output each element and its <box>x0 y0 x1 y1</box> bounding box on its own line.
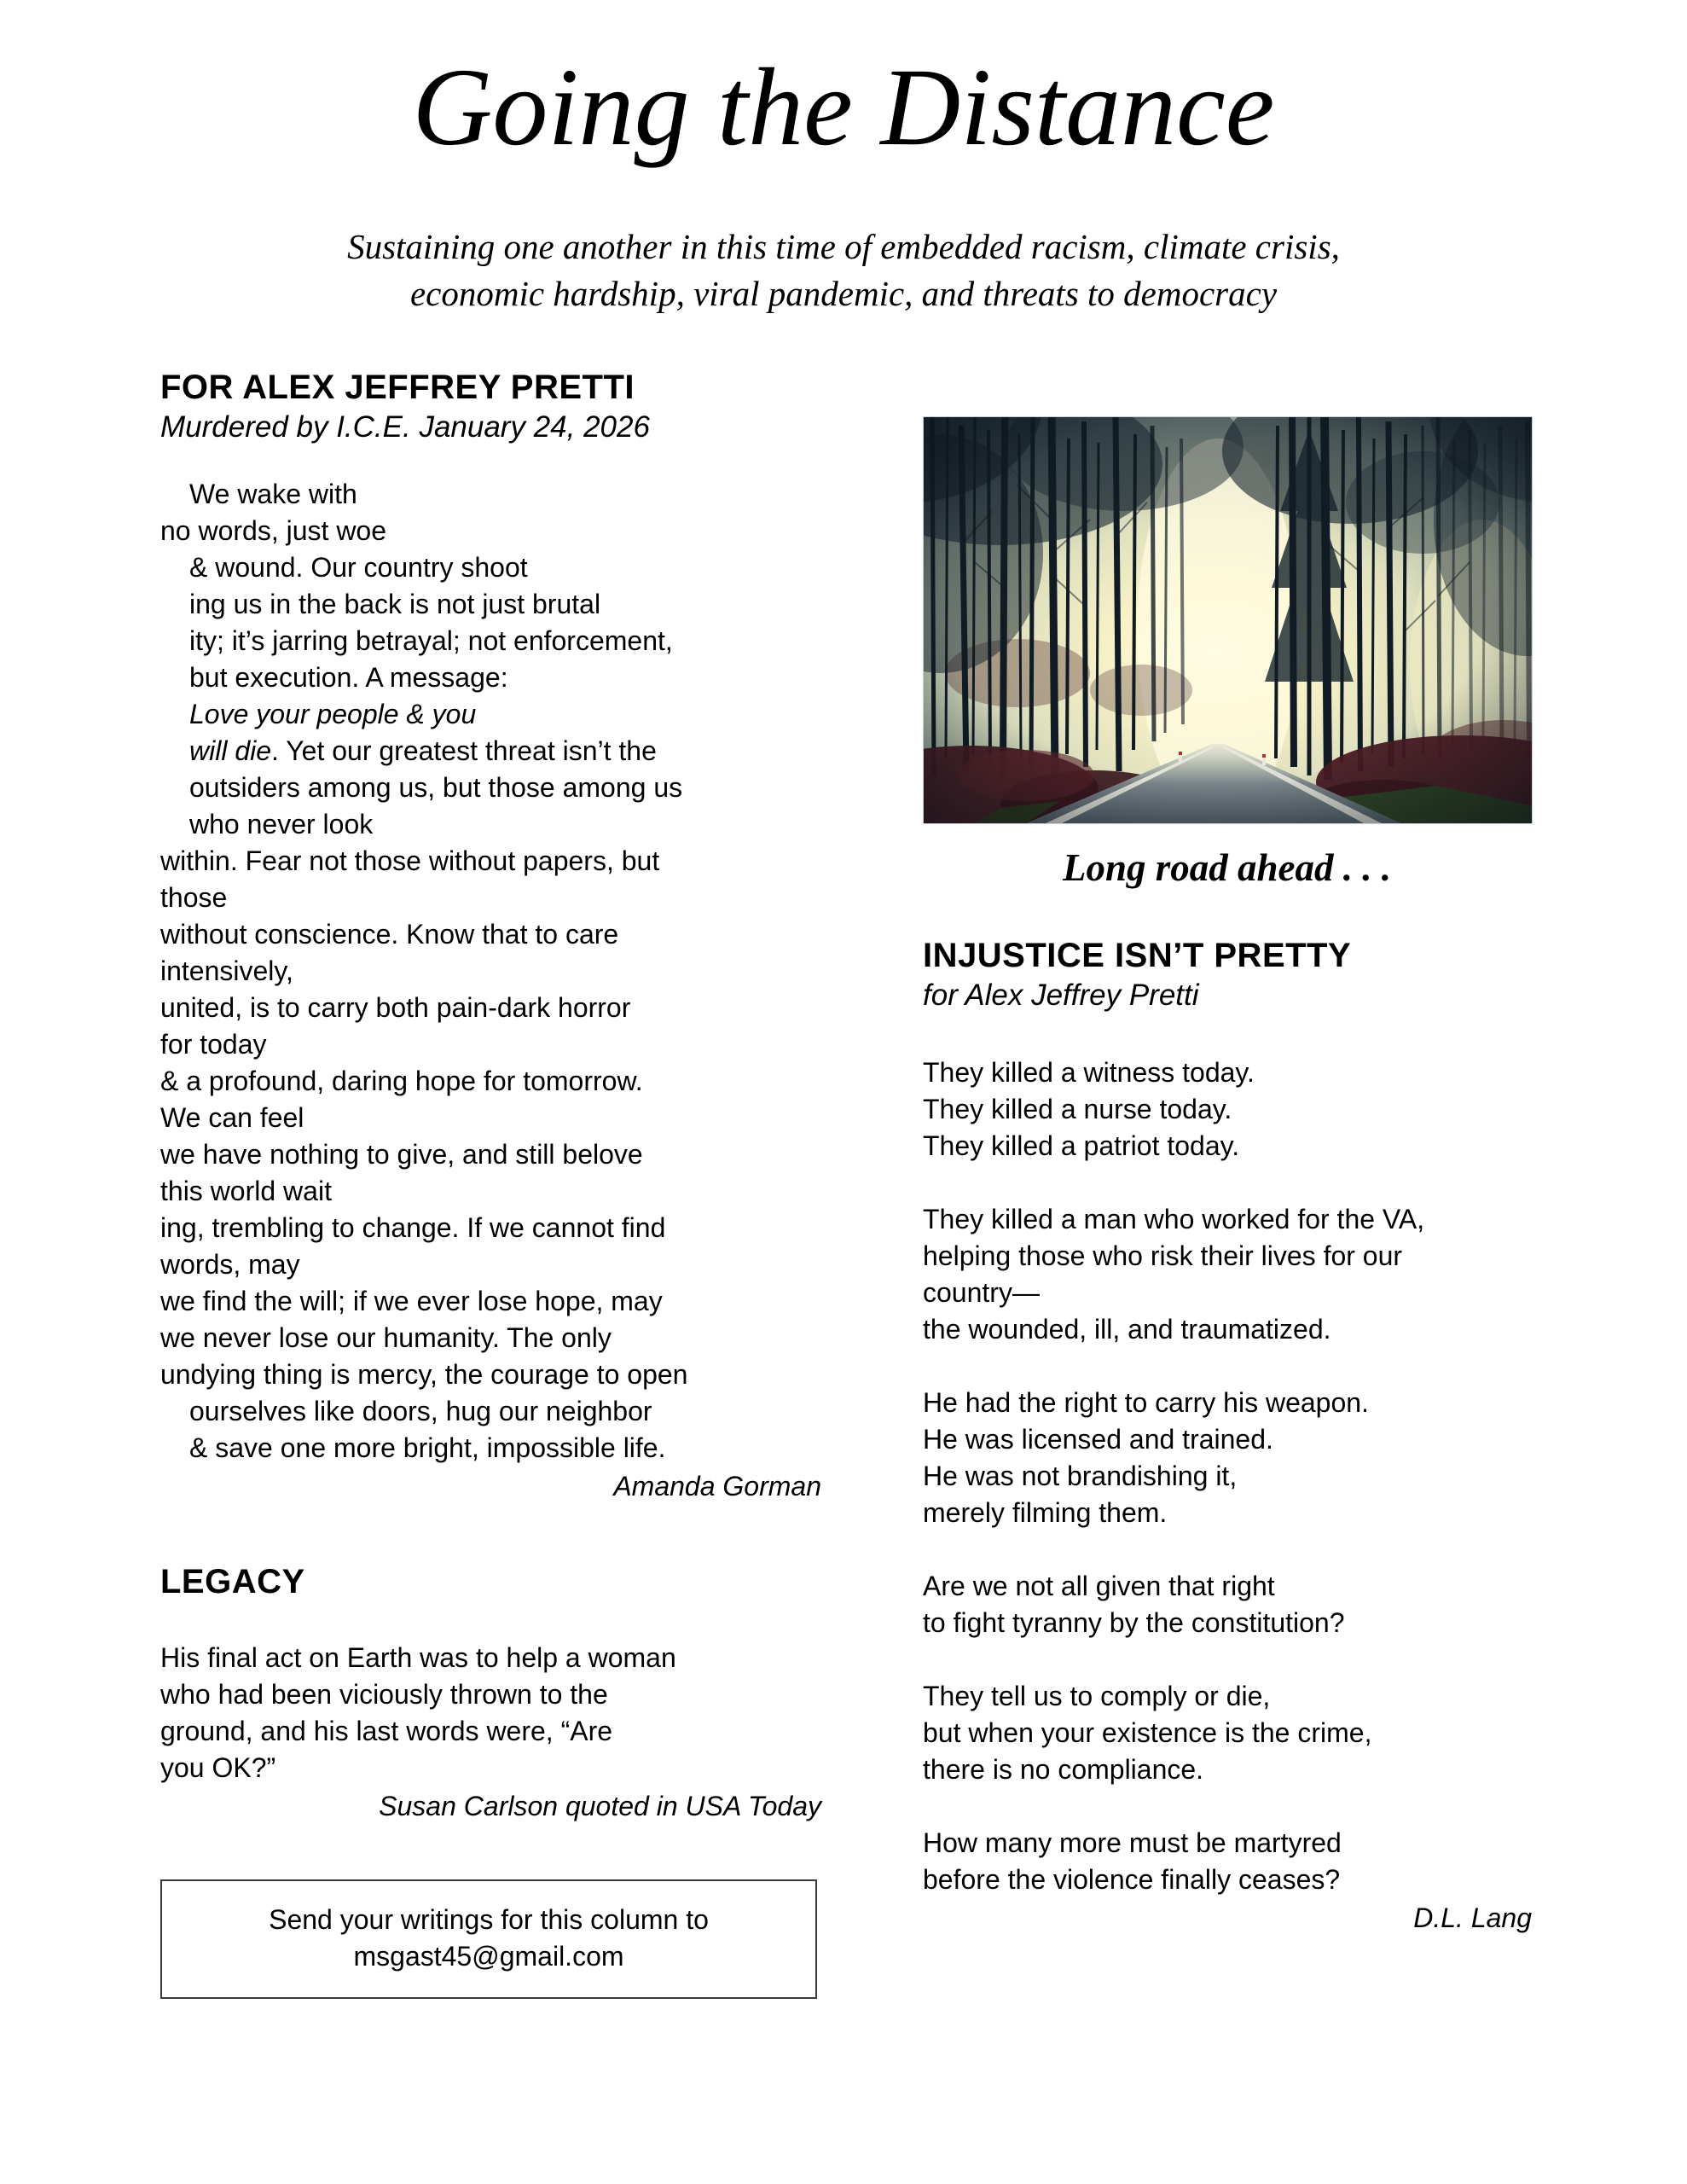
poem-line: ourselves like doors, hug our neighbor <box>189 1396 652 1426</box>
poem-line: They killed a man who worked for the VA, <box>923 1204 1425 1234</box>
poem2-stanza <box>923 1568 1554 1641</box>
poem-line: we find the will; if we ever lose hope, may <box>160 1286 663 1316</box>
poem-line-roman-part: . Yet our greatest threat isn’t the <box>271 735 657 766</box>
poem-line-italic-part: will die <box>189 735 272 766</box>
legacy-attribution: Susan Carlson quoted in USA Today <box>379 1791 821 1821</box>
poem-line: Are we not all given that right <box>923 1571 1275 1601</box>
poem-line: He was licensed and trained. <box>923 1424 1273 1455</box>
poem-line: without conscience. Know that to care <box>160 919 619 950</box>
poem-line: this world wait <box>160 1176 332 1206</box>
poem-line: undying thing is mercy, the courage to open <box>160 1359 688 1390</box>
poem1-body <box>160 476 821 1467</box>
submission-box <box>160 1879 817 1999</box>
poem-line: but when your existence is the crime, <box>923 1717 1372 1748</box>
poem-line: They killed a witness today. <box>923 1057 1255 1088</box>
poem-line: ing us in the back is not just brutal <box>189 589 601 619</box>
poem-line: those <box>160 882 228 913</box>
poem-line: who never look <box>189 809 374 839</box>
photo-block <box>923 416 1531 889</box>
poem-line: We can feel <box>160 1102 304 1133</box>
poem2-heading: INJUSTICE ISN’T PRETTY <box>923 937 1352 974</box>
photo-caption: Long road ahead . . . <box>1062 846 1392 889</box>
poem2-stanza <box>923 1385 1554 1531</box>
poem-line: for today <box>160 1029 267 1060</box>
poem-line: He was not brandishing it, <box>923 1461 1238 1491</box>
legacy-heading: LEGACY <box>160 1563 305 1600</box>
left-column <box>160 367 821 1999</box>
poem-line: We wake with <box>189 479 357 509</box>
page-subtitle <box>0 224 1687 317</box>
poem-line: but execution. A message: <box>189 662 508 693</box>
subtitle-line-1: Sustaining one another in this time of embedded racism, climate crisis, <box>347 227 1340 266</box>
legacy-body <box>160 1640 821 1786</box>
poem-line: to fight tyranny by the constitution? <box>923 1607 1345 1638</box>
poem-line: & wound. Our country shoot <box>189 552 528 583</box>
poem-line: & a profound, daring hope for tomorrow. <box>160 1066 643 1096</box>
poem-line: united, is to carry both pain-dark horror <box>160 992 631 1023</box>
poem-line: outsiders among us, but those among us <box>189 772 683 803</box>
poem2-dedication: for Alex Jeffrey Pretti <box>923 979 1199 1012</box>
poem1-dedication: Murdered by I.C.E. January 24, 2026 <box>160 410 650 444</box>
foggy-road-photo <box>923 416 1533 824</box>
poem2-attribution: D.L. Lang <box>1413 1902 1532 1933</box>
poem-line: before the violence finally ceases? <box>923 1864 1341 1895</box>
poem-line: intensively, <box>160 956 293 986</box>
poem-line: How many more must be martyred <box>923 1827 1342 1858</box>
poem-line: there is no compliance. <box>923 1754 1204 1785</box>
poem2-stanza <box>923 1054 1554 1165</box>
poem-line: within. Fear not those without papers, but <box>160 845 660 876</box>
poem-line: we have nothing to give, and still belove <box>160 1139 643 1170</box>
legacy-line: you OK?” <box>160 1752 276 1783</box>
poem-line: no words, just woe <box>160 515 387 546</box>
subtitle-line-2: economic hardship, viral pandemic, and threats to democracy <box>409 274 1278 313</box>
poem-line: helping those who risk their lives for our <box>923 1240 1403 1271</box>
poem-line: They killed a nurse today. <box>923 1094 1232 1124</box>
poem-line: we never lose our humanity. The only <box>160 1322 612 1353</box>
poem-line: They tell us to comply or die, <box>923 1681 1271 1711</box>
poem-line: ity; it’s jarring betrayal; not enforcement, <box>189 625 673 656</box>
submission-email: msgast45@gmail.com <box>353 1941 624 1972</box>
poem1-heading: FOR ALEX JEFFREY PRETTI <box>160 369 635 406</box>
poem-line: & save one more bright, impossible life. <box>189 1432 666 1463</box>
legacy-line: who had been viciously thrown to the <box>160 1679 608 1710</box>
poem-line: the wounded, ill, and traumatized. <box>923 1314 1331 1345</box>
submission-box-line: Send your writings for this column to <box>269 1904 709 1935</box>
poem-line: country— <box>923 1277 1040 1308</box>
poem-line: merely filming them. <box>923 1497 1168 1528</box>
poem-line: words, may <box>160 1249 300 1280</box>
legacy-line: His final act on Earth was to help a woman <box>160 1642 676 1673</box>
poem2-stanza <box>923 1678 1554 1788</box>
page-title: Going the Distance <box>412 46 1275 169</box>
poem2-stanza <box>923 1201 1554 1348</box>
right-column <box>923 416 1554 1937</box>
poem-line: They killed a patriot today. <box>923 1130 1240 1161</box>
legacy-line: ground, and his last words were, “Are <box>160 1716 613 1746</box>
poem1-attribution: Amanda Gorman <box>613 1471 821 1502</box>
poem-line: He had the right to carry his weapon. <box>923 1387 1369 1418</box>
poem2-stanza <box>923 1825 1554 1898</box>
poem-line: ing, trembling to change. If we cannot find <box>160 1212 666 1243</box>
poem-line: Love your people & you <box>189 699 477 729</box>
poem-line <box>160 733 821 770</box>
